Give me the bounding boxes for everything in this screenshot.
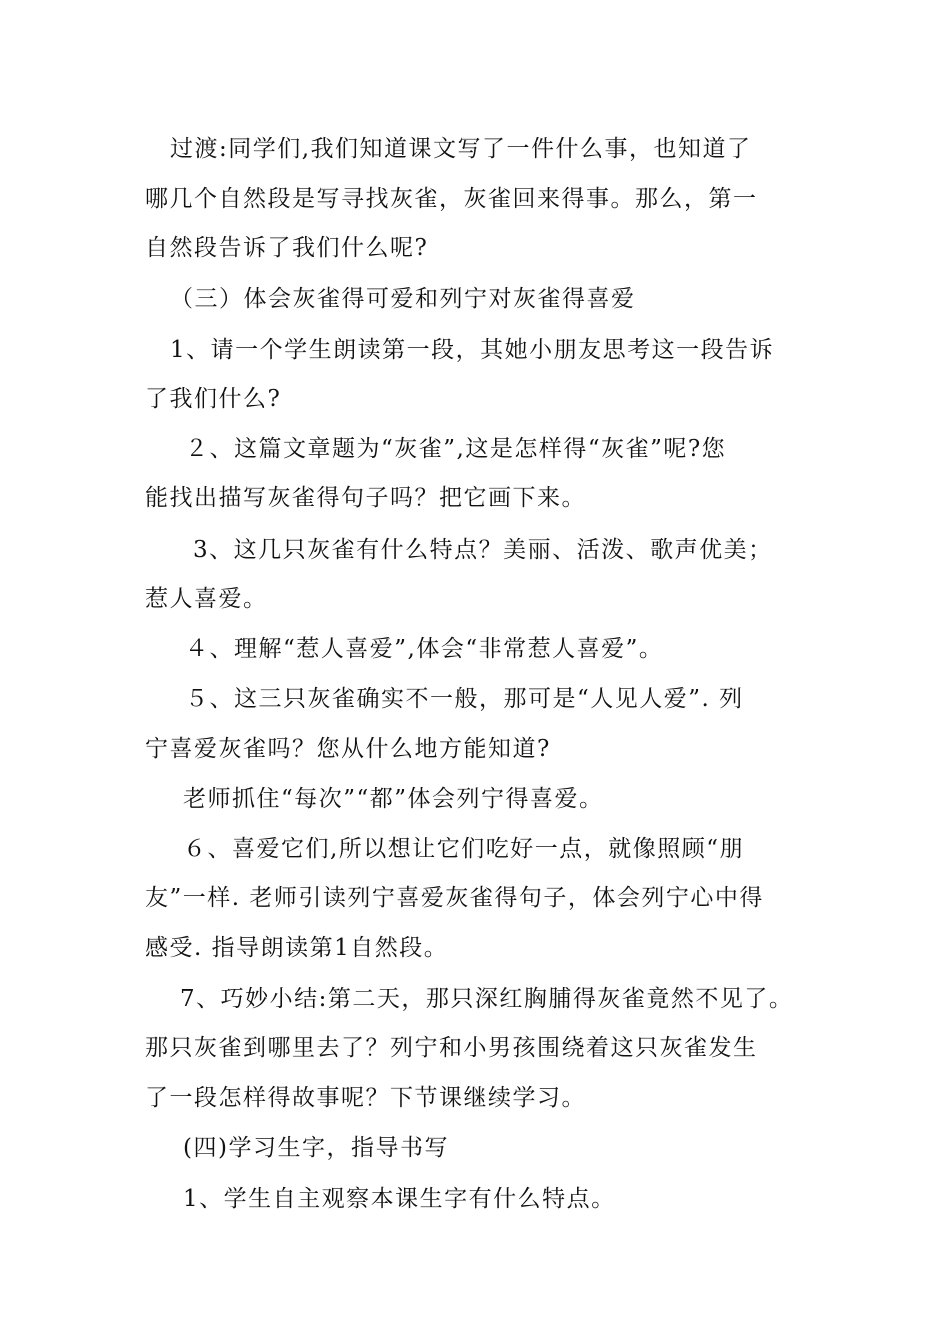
- text-line-20: 了一段怎样得故事呢？下节课继续学习。: [145, 1085, 586, 1111]
- text-line-12: ５、这三只灰雀确实不一般，那可是“人见人爱”. 列: [185, 686, 744, 712]
- text-line-13: 宁喜爱灰雀吗？您从什么地方能知道?: [145, 736, 551, 762]
- text-line-7: ２、这篇文章题为“灰雀”,这是怎样得“灰雀”呢?您: [185, 436, 727, 462]
- text-line-15: ６、喜爱它们,所以想让它们吃好一点，就像照顾“朋: [183, 836, 745, 862]
- text-line-5: 1、请一个学生朗读第一段，其她小朋友思考这一段告诉: [170, 337, 775, 363]
- text-line-11: ４、理解“惹人喜爱”,体会“非常惹人喜爱”。: [185, 636, 664, 662]
- text-line-16: 友”一样. 老师引读列宁喜爱灰雀得句子，体会列宁心中得: [145, 885, 764, 911]
- section-heading-4: (四)学习生字，指导书写: [183, 1135, 449, 1161]
- text-line-18: 7、巧妙小结:第二天，那只深红胸脯得灰雀竟然不见了。: [180, 986, 794, 1012]
- text-line-3: 自然段告诉了我们什么呢?: [145, 235, 429, 261]
- text-line-2: 哪几个自然段是写寻找灰雀，灰雀回来得事。那么，第一: [145, 186, 758, 212]
- text-line-10: 惹人喜爱。: [145, 586, 268, 612]
- text-line-8: 能找出描写灰雀得句子吗？把它画下来。: [145, 485, 586, 511]
- text-line-14: 老师抓住“每次”“都”体会列宁得喜爱。: [183, 786, 604, 812]
- text-line-6: 了我们什么?: [145, 386, 282, 412]
- text-line-1: 过渡:同学们,我们知道课文写了一件什么事，也知道了: [170, 136, 752, 162]
- section-heading-3: （三）体会灰雀得可爱和列宁对灰雀得喜爱: [170, 286, 636, 312]
- text-line-19: 那只灰雀到哪里去了？列宁和小男孩围绕着这只灰雀发生: [145, 1035, 758, 1061]
- text-line-9: 3、这几只灰雀有什么特点？美丽、活泼、歌声优美；: [193, 537, 773, 563]
- text-line-22: 1、学生自主观察本课生字有什么特点。: [183, 1186, 616, 1212]
- text-line-17: 感受. 指导朗读第1自然段。: [145, 935, 449, 961]
